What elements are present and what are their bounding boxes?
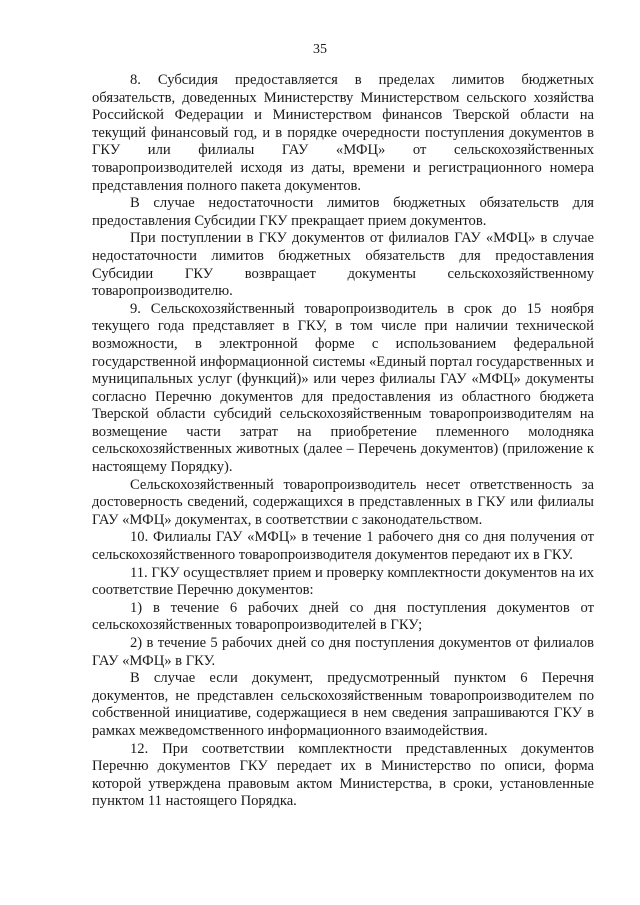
paragraph-responsibility: Сельскохозяйственный товаропроизводитель несет ответственность за достоверность сведений, содержащихся в представленных в ГКУ или филиалы ГАУ «МФЦ» документах, в соответствии с законодательством. [92,476,594,528]
document-body [92,72,594,811]
paragraph-mfc-return: При поступлении в ГКУ документов от филиалов ГАУ «МФЦ» в случае недостаточности лимитов бюджетных обязательств для предоставления Субсидии ГКУ возвращает документы сельскохозяйственному товаропроизводителю. [92,230,594,300]
paragraph-10-mfc-transfer: 10. Филиалы ГАУ «МФЦ» в течение 1 рабочего дня со дня получения от сельскохозяйственного товаропроизводителя документов передают их в ГКУ. [92,529,594,564]
paragraph-11-acceptance: 11. ГКУ осуществляет прием и проверку комплектности документов на их соответствие Перечню документов: [92,564,594,599]
paragraph-limit-shortage: В случае недостаточности лимитов бюджетных обязательств для предоставления Субсидии ГКУ прекращает прием документов. [92,195,594,229]
list-item-1: 1) в течение 6 рабочих дней со дня поступления документов от сельскохозяйственных товаропроизводителей в ГКУ; [92,599,594,634]
paragraph-9-submission: 9. Сельскохозяйственный товаропроизводитель в срок до 15 ноября текущего года представляет в ГКУ, в том числе при наличии технической возможности, в электронной форме с использованием федеральной государственной информационной системы «Единый портал государственных и муниципальных услуг (функций)» или через филиалы ГАУ «МФЦ» документы согласно Перечню документов для предоставления из областного бюджета Тверской области субсидий сельскохозяйственным товаропроизводителям на возмещение части затрат на приобретение племенного молодняка сельскохозяйственных животных (далее – Перечень документов) (приложение к настоящему Порядку). [92,300,594,476]
page-number: 35 [313,42,327,57]
paragraph-interagency-request: В случае если документ, предусмотренный пунктом 6 Перечня документов, не представлен сельскохозяйственным товаропроизводителем по собственной инициативе, содержащиеся в нем сведения запрашиваются ГКУ в рамках межведомственного информационного взаимодействия. [92,670,594,739]
paragraph-8-subsidy-limits: 8. Субсидия предоставляется в пределах лимитов бюджетных обязательств, доведенных Министерству Министерством сельского хозяйства Российской Федерации и Министерством финансов Тверской области на текущий финансовый год, и в порядке очередности поступления документов в ГКУ или филиалы ГАУ «МФЦ» от сельскохозяйственных товаропроизводителей исходя из даты, времени и регистрационного номера представления полного пакета документов. [92,72,594,194]
paragraph-12-ministry-transfer: 12. При соответствии комплектности представленных документов Перечню документов ГКУ передает их в Министерство по описи, форма которой утверждена правовым актом Министерства, в сроки, установленные пунктом 11 настоящего Порядка. [92,740,594,810]
list-item-2: 2) в течение 5 рабочих дней со дня поступления документов от филиалов ГАУ «МФЦ» в ГКУ. [92,635,594,669]
